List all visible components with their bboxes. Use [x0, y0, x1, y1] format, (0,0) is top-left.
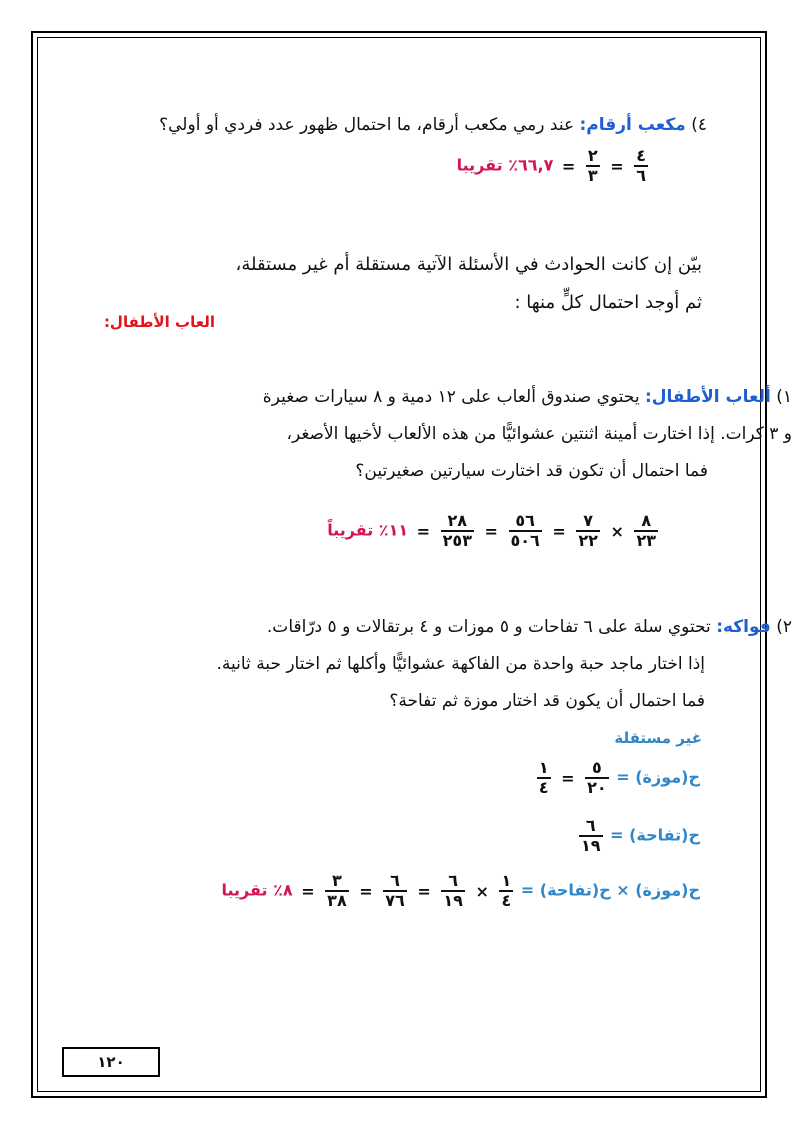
q1-result: ١١٪ تقريباً [327, 520, 409, 540]
q2-apple-label: ح(تفاحة) = [610, 825, 700, 845]
q2-line-1 [267, 617, 792, 637]
q2-banana-label: ح(موزة) = [616, 767, 700, 787]
page-border-inner [37, 37, 761, 1092]
q1-line-3: فما احتمال أن تكون قد اختارت سيارتين صغيرتين؟ [355, 461, 708, 481]
q2-label: فواكه: [716, 617, 771, 637]
q2-line-2: إذا اختار ماجد حبة واحدة من الفاكهة عشوائيًّا وأكلها ثم اختار حبة ثانية. [216, 654, 705, 674]
fraction: $\frac{١}{٤}$ [501, 871, 512, 910]
q1-line-1 [263, 387, 792, 407]
fraction: $\frac{٧}{٢٢}$ [578, 511, 598, 550]
q4-solution: $\frac{٤}{٦}$ = $\frac{٢}{٣}$ = ٦٦,٧٪ تقريبا [456, 146, 646, 185]
q2-banana-prob: ح(موزة) = $\frac{٥}{٢٠}$ = $\frac{١}{٤}$ [538, 758, 700, 797]
annotation-label: العاب الأطفال: [103, 313, 215, 331]
q4-line [159, 115, 707, 135]
instruction-line-2: ثم أوجد احتمال كلٍّ منها : [514, 292, 702, 313]
q1-line-2: و ٣ كرات. إذا اختارت أمينة اثنتين عشوائيًّا من هذه الألعاب لأخيها الأصغر، [286, 424, 792, 444]
q2-status: غير مستقلة [614, 729, 702, 747]
q2-combined-label: ح(موزة) × ح(تفاحة) = [520, 880, 700, 900]
q2-combined-prob: ح(موزة) × ح(تفاحة) = $\frac{١}{٤}$ × $\frac{٦}{١٩}$ = $\frac{٦}{٧٦}$ = $\frac{٣}{٣٨}$ = ٨٪ تقريبا [221, 871, 700, 910]
q2-result: ٨٪ تقريبا [221, 880, 293, 900]
page-number: ١٢٠ [62, 1047, 160, 1077]
fraction: $\frac{١}{٤}$ [538, 758, 549, 797]
fraction: $\frac{٨}{٢٣}$ [636, 511, 656, 550]
fraction: $\frac{٥٦}{٥٠٦}$ [510, 511, 540, 550]
q4-text: عند رمي مكعب أرقام، ما احتمال ظهور عدد فردي أو أولي؟ [159, 115, 575, 135]
fraction: $\frac{٢}{٣}$ [587, 146, 598, 185]
fraction: $\frac{٦}{٧٦}$ [385, 871, 405, 910]
q2-number: ٢) [776, 617, 792, 637]
fraction: $\frac{٥}{٢٠}$ [587, 758, 607, 797]
q2-text-1: تحتوي سلة على ٦ تفاحات و ٥ موزات و ٤ برتقالات و ٥ درّاقات. [266, 617, 711, 637]
fraction: $\frac{٤}{٦}$ [636, 146, 646, 185]
q2-apple-prob [577, 818, 700, 854]
q4-label: مكعب أرقام: [579, 115, 686, 135]
q4-number: ٤) [691, 115, 707, 135]
instruction-line-1: بيّن إن كانت الحوادث في الأسئلة الآتية مستقلة أم غير مستقلة، [235, 254, 702, 275]
fraction: $\frac{٣}{٣٨}$ [327, 871, 347, 910]
q2-line-3: فما احتمال أن يكون قد اختار موزة ثم تفاحة؟ [389, 691, 705, 711]
q1-number: ١) [776, 387, 792, 407]
q1-label: ألعاب الأطفال: [644, 387, 771, 407]
fraction: $\frac{٦}{١٩}$ [443, 871, 463, 910]
fraction: $\frac{٦}{١٩}$ [580, 816, 601, 855]
q1-solution: $\frac{٨}{٢٣}$ × $\frac{٧}{٢٢}$ = $\frac{٥٦}{٥٠٦}$ = $\frac{٢٨}{٢٥٣}$ = ١١٪ تقريباً [327, 511, 656, 550]
fraction: $\frac{٢٨}{٢٥٣}$ [442, 511, 472, 550]
q1-text-1: يحتوي صندوق ألعاب على ١٢ دمية و ٨ سيارات صغيرة [262, 387, 640, 407]
q4-result: ٦٦,٧٪ تقريبا [456, 155, 554, 175]
